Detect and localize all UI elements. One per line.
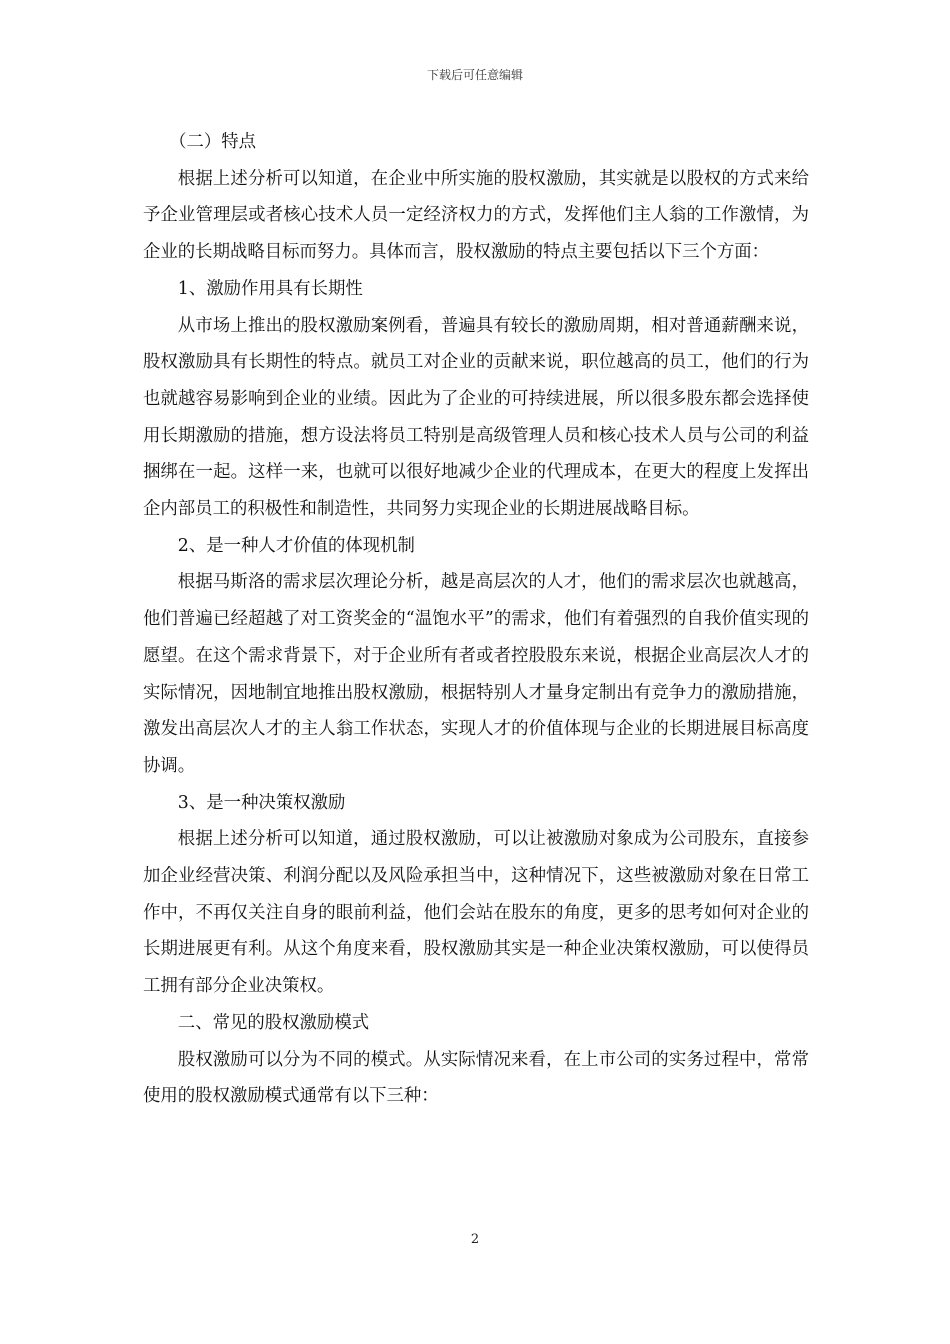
- page-header: 下载后可任意编辑: [426, 68, 523, 82]
- subheading-decision-right: 3、是一种决策权激励: [177, 792, 346, 813]
- paragraph-decision-right: 根据上述分析可以知道，通过股权激励，可以让被激励对象成为公司股东，直接参加企业经营决策、利润分配以及风险承担当中，这种情况下，这些被激励对象在日常工作中，不再仅关注自身的眼前利益，他们会站在股东的角度，更多的思考如何对企业的长期进展更有利。从这个角度来看，股权激励其实是一种企业决策权激励，可以使得员工拥有部分企业决策权。: [143, 829, 809, 997]
- paragraph-intro: 根据上述分析可以知道，在企业中所实施的股权激励，其实就是以股权的方式来给予企业管理层或者核心技术人员一定经济权力的方式，发挥他们主人翁的工作激情，为企业的长期战略目标而努力。具体而言，股权激励的特点主要包括以下三个方面：: [143, 168, 809, 263]
- paragraph-common-modes: 股权激励可以分为不同的模式。从实际情况来看，在上市公司的实务过程中，常常使用的股权激励模式通常有以下三种：: [143, 1049, 809, 1107]
- section-heading-features: （二）特点: [169, 132, 257, 152]
- paragraph-long-term: 从市场上推出的股权激励案例看，普遍具有较长的激励周期，相对普通薪酬来说，股权激励具有长期性的特点。就员工对企业的贡献来说，职位越高的员工，他们的行为也就越容易影响到企业的业绩。因此为了企业的可持续进展，所以很多股东都会选择使用长期激励的措施，想方设法将员工特别是高级管理人员和核心技术人员与公司的利益捆绑在一起。这样一来，也就可以很好地减少企业的代理成本，在更大的程度上发挥出企内部员工的积极性和制造性，共同努力实现企业的长期进展战略目标。: [143, 315, 809, 520]
- subheading-talent-value: 2、是一种人才价值的体现机制: [177, 535, 415, 556]
- section-heading-common-modes: 二、常见的股权激励模式: [177, 1012, 370, 1033]
- paragraph-talent-value: 根据马斯洛的需求层次理论分析，越是高层次的人才，他们的需求层次也就越高，他们普遍已经超越了对工资奖金的“温饱水平”的需求，他们有着强烈的自我价值实现的愿望。在这个需求背景下，对于企业所有者或者控股股东来说，根据企业高层次人才的实际情况，因地制宜地推出股权激励，根据特别人才量身定制出有竞争力的激励措施，激发出高层次人才的主人翁工作状态，实现人才的价值体现与企业的长期进展目标高度协调。: [143, 572, 809, 776]
- subheading-long-term: 1、激励作用具有长期性: [177, 278, 363, 299]
- document-body: [143, 124, 809, 1115]
- page-number: 2: [470, 1232, 480, 1247]
